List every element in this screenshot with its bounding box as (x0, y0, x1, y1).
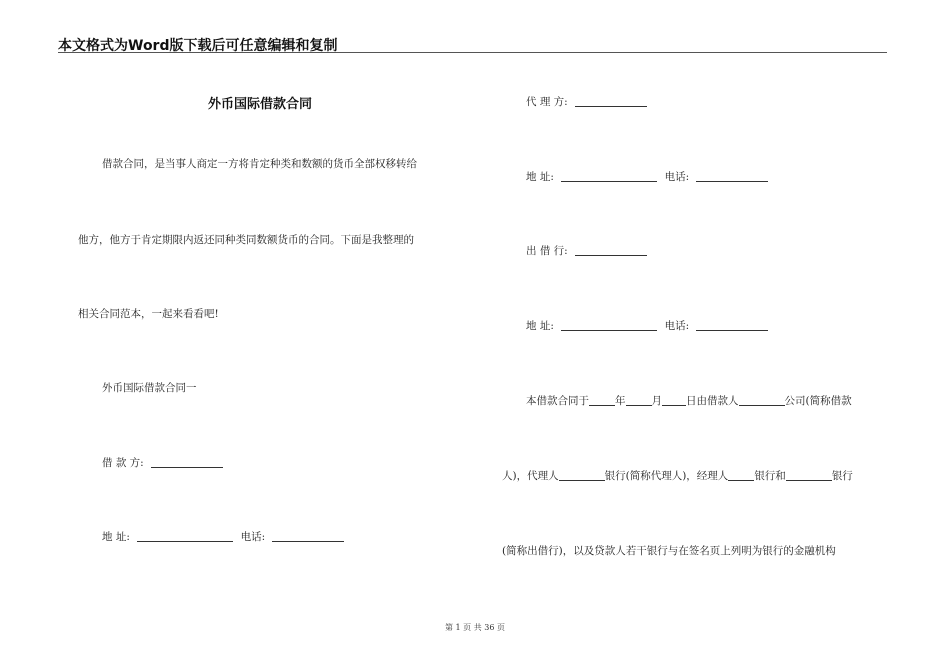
lender-blank (575, 244, 647, 256)
phone-blank (272, 530, 344, 542)
clause-text: 银行(简称代理人)，经理人 (604, 470, 729, 482)
clause-text: 银行 (831, 470, 853, 482)
address-label: 地 址: (102, 531, 130, 543)
lender-address-blank (561, 319, 657, 331)
clause-text: 月 (651, 395, 662, 407)
agent-address-blank (561, 170, 657, 182)
agent-address-label: 地 址: (526, 171, 554, 183)
header-title: 本文格式为Word版下载后可任意编辑和复制 (58, 38, 338, 54)
lender-field (526, 243, 647, 258)
intro-paragraph-line-1: 借款合同，是当事人商定一方将肯定种类和数额的货币全部权移转给 (102, 158, 417, 170)
borrower-blank (151, 456, 223, 468)
clause-text: 公司(简称借款 (784, 395, 852, 407)
agent-phone-label: 电话: (664, 171, 690, 183)
agent-address-field (526, 169, 768, 184)
borrower-label: 借 款 方: (102, 457, 144, 469)
contract-subtitle: 外币国际借款合同一 (102, 382, 197, 394)
lender-phone-blank (696, 319, 768, 331)
day-blank (662, 394, 686, 406)
phone-label: 电话: (240, 531, 266, 543)
page-number: 第 1 页 共 36 页 (445, 623, 505, 632)
address-blank (137, 530, 233, 542)
clause-text: 银行和 (754, 470, 786, 482)
clause-text: 本借款合同于 (526, 395, 589, 407)
lender-address-field (526, 318, 768, 333)
clause-text: 年 (615, 395, 626, 407)
lender-label: 出 借 行: (526, 245, 568, 257)
lender-address-label: 地 址: (526, 320, 554, 332)
clause-line-2 (502, 468, 853, 483)
agent-field (526, 94, 647, 109)
clause-line-3: (简称出借行)，以及贷款人若干银行与在签名页上列明为银行的金融机构 (502, 545, 836, 557)
manager-bank-blank (728, 469, 754, 481)
lender-phone-label: 电话: (664, 320, 690, 332)
clause-text: 人)，代理人 (502, 470, 559, 482)
lender-bank-blank (786, 469, 832, 481)
agent-blank (575, 95, 647, 107)
document-title: 外币国际借款合同 (208, 97, 313, 112)
borrower-field (102, 455, 223, 470)
year-blank (589, 394, 615, 406)
borrower-address-field (102, 529, 344, 544)
month-blank (626, 394, 652, 406)
header-divider (58, 52, 887, 53)
borrower-company-blank (739, 394, 785, 406)
agent-phone-blank (696, 170, 768, 182)
clause-line-1 (526, 393, 852, 408)
agent-bank-blank (559, 469, 605, 481)
intro-paragraph-line-2: 他方，他方于肯定期限内返还同种类同数额货币的合同。下面是我整理的 (78, 234, 414, 246)
agent-label: 代 理 方: (526, 96, 568, 108)
clause-text: 日由借款人 (686, 395, 739, 407)
intro-paragraph-line-3: 相关合同范本，一起来看看吧! (78, 308, 219, 320)
